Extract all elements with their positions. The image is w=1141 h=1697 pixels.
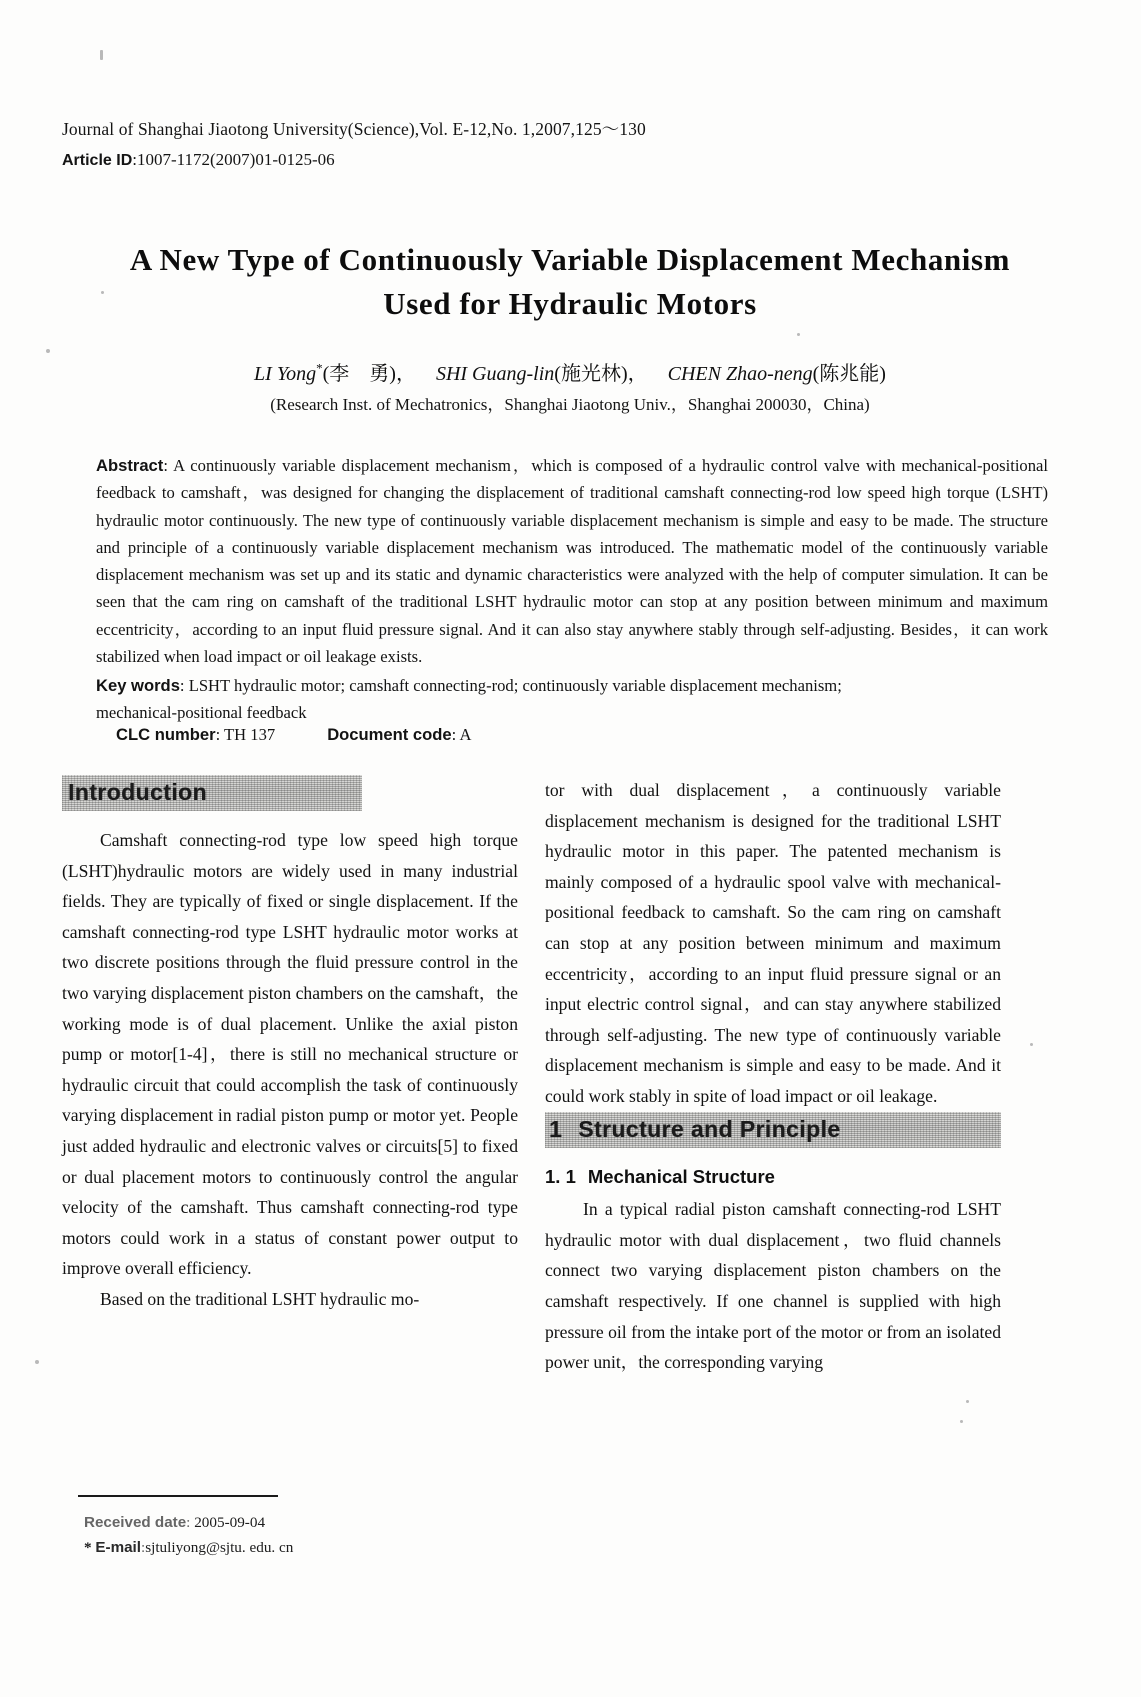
keywords-line-1: LSHT hydraulic motor; camshaft connecting-rod; continuously variable displacement mechanism; bbox=[184, 676, 842, 695]
author-1-name: LI Yong bbox=[254, 363, 317, 385]
body-column-right bbox=[545, 775, 1001, 1378]
scan-speck bbox=[960, 1420, 963, 1423]
body-column-left bbox=[62, 775, 518, 1315]
footnote-block bbox=[84, 1510, 504, 1560]
section-heading-structure-label bbox=[549, 1114, 840, 1145]
author-1-footnote-mark: * bbox=[316, 360, 323, 376]
author-1-cn: (李 勇)， bbox=[322, 363, 416, 385]
article-id-label: Article ID bbox=[62, 152, 133, 169]
subsection-number: 1. 1 bbox=[545, 1165, 576, 1187]
received-date-value: 2005-09-04 bbox=[194, 1514, 266, 1531]
author-3-name: CHEN Zhao-neng bbox=[667, 363, 813, 385]
author-list bbox=[90, 357, 1050, 386]
abstract-separator: : bbox=[163, 456, 168, 475]
clc-line bbox=[116, 725, 472, 745]
paragraph: Camshaft connecting-rod type low speed high torque (LSHT)hydraulic motors are widely used in many industrial fields. They are typically of fixed or single displacement. If the camshaft connecting-rod type LSHT hydraulic motor works at two discrete positions through the fluid pressure control in the two varying displacement piston chambers on the camshaft，the working mode is of dual placement. Unlike the axial piston pump or motor[1-4]，there is still no mechanical structure or hydraulic circuit that could accomplish the task of continuously varying displacement in radial piston pump or motor yet. People just added hydraulic and electronic valves or circuits[5] to fixed or dual placement motors to continuously control the angular velocity of the camshaft. Thus camshaft connecting-rod type motors could work in a status of constant power output to improve overall efficiency. bbox=[62, 830, 518, 1279]
paragraph: In a typical radial piston camshaft connecting-rod LSHT hydraulic motor with dual displacement，two fluid channels connect two varying displacement piston chambers on the camshaft respectively. If one channel is supplied with high pressure oil from the intake port of the motor or from an isolated power unit，the corresponding varying bbox=[545, 1199, 1001, 1373]
paragraph: tor with dual displacement，a continuously variable displacement mechanism is designed for the traditional LSHT hydraulic motor in this paper. The patented mechanism is mainly composed of a hydraulic spool valve with mechanical-positional feedback to camshaft. So the cam ring on camshaft can stop at any position between minimum and maximum eccentricity，according to an input fluid pressure signal or an input electric control signal，and can stay anywhere stabilized through self-adjusting. The new type of continuously variable displacement mechanism is simple and easy to be made. And it could work stably in spite of load impact or oil leakage. bbox=[545, 780, 1001, 1106]
footnote-rule bbox=[78, 1495, 278, 1497]
article-id-line bbox=[62, 150, 335, 170]
author-affiliation: (Research Inst. of Mechatronics，Shanghai Jiaotong Univ.，Shanghai 200030，China) bbox=[270, 395, 870, 414]
keywords-block bbox=[96, 672, 1048, 727]
subsection-title: Mechanical Structure bbox=[587, 1165, 775, 1187]
email-separator: : bbox=[140, 1539, 146, 1556]
section-heading-introduction bbox=[62, 775, 362, 811]
page-title bbox=[90, 238, 1050, 326]
scan-speck bbox=[46, 349, 50, 353]
author-2-cn: (施光林)， bbox=[554, 363, 648, 385]
section-title: Structure and Principle bbox=[578, 1115, 841, 1142]
clc-number-value: : TH 137 bbox=[215, 725, 276, 744]
scan-speck bbox=[966, 1400, 969, 1403]
footnote-email bbox=[84, 1535, 504, 1560]
footnote-star: * bbox=[84, 1539, 92, 1556]
subsection-heading-mechanical-structure bbox=[545, 1162, 1001, 1193]
scan-speck bbox=[100, 50, 103, 60]
clc-number-label: CLC number bbox=[116, 725, 216, 744]
section-heading-structure-and-principle bbox=[545, 1112, 1001, 1148]
document-code-label: Document code bbox=[327, 725, 452, 744]
footnote-received-date bbox=[84, 1510, 504, 1535]
author-2-name: SHI Guang-lin bbox=[435, 363, 555, 385]
scan-speck bbox=[35, 1360, 39, 1364]
journal-running-head: Journal of Shanghai Jiaotong University(Science),Vol. E-12,No. 1,2007,125～130 bbox=[62, 119, 646, 139]
section-number: 1 bbox=[549, 1115, 563, 1142]
title-line-2: Used for Hydraulic Motors bbox=[383, 286, 757, 321]
keywords-separator: : bbox=[179, 676, 185, 695]
keywords-label: Key words bbox=[96, 676, 180, 695]
paragraph: Based on the traditional LSHT hydraulic mo- bbox=[100, 1288, 420, 1309]
document-code-value: : A bbox=[451, 725, 472, 744]
title-line-1: A New Type of Continuously Variable Displacement Mechanism bbox=[129, 242, 1011, 277]
email-label: E-mail bbox=[95, 1539, 141, 1556]
keywords-line-2: mechanical-positional feedback bbox=[96, 703, 307, 723]
abstract-label: Abstract bbox=[96, 456, 164, 475]
scan-speck bbox=[1030, 1043, 1033, 1046]
email-value: sjtuliyong@sjtu. edu. cn bbox=[145, 1539, 294, 1556]
received-date-label: Received date bbox=[84, 1514, 187, 1531]
abstract-block bbox=[96, 452, 1048, 670]
abstract-text: A continuously variable displacement mechanism，which is composed of a hydraulic control valve with mechanical-positional feedback to camshaft，was designed for changing the displacement of traditional camshaft connecting-rod low speed high torque (LSHT) hydraulic motor continuously. The new type of continuously variable displacement mechanism is simple and easy to be made. The structure and principle of a continuously variable displacement mechanism was introduced. The mathematic model of the continuously variable displacement mechanism was set up and its static and dynamic characteristics were analyzed with the help of computer simulation. It can be seen that the cam ring on camshaft of the traditional LSHT hydraulic motor can stop at any position between minimum and maximum eccentricity，according to an input fluid pressure signal. And it can also stay anywhere stably through self-adjusting. Besides，it can work stabilized when load impact or oil leakage exists. bbox=[96, 456, 1048, 667]
scan-speck bbox=[797, 333, 800, 336]
author-3-cn: (陈兆能) bbox=[812, 363, 886, 385]
received-date-separator: : bbox=[186, 1514, 191, 1531]
article-id-value: :1007-1172(2007)01-0125-06 bbox=[132, 150, 335, 169]
section-heading-introduction-label: Introduction bbox=[68, 779, 207, 805]
